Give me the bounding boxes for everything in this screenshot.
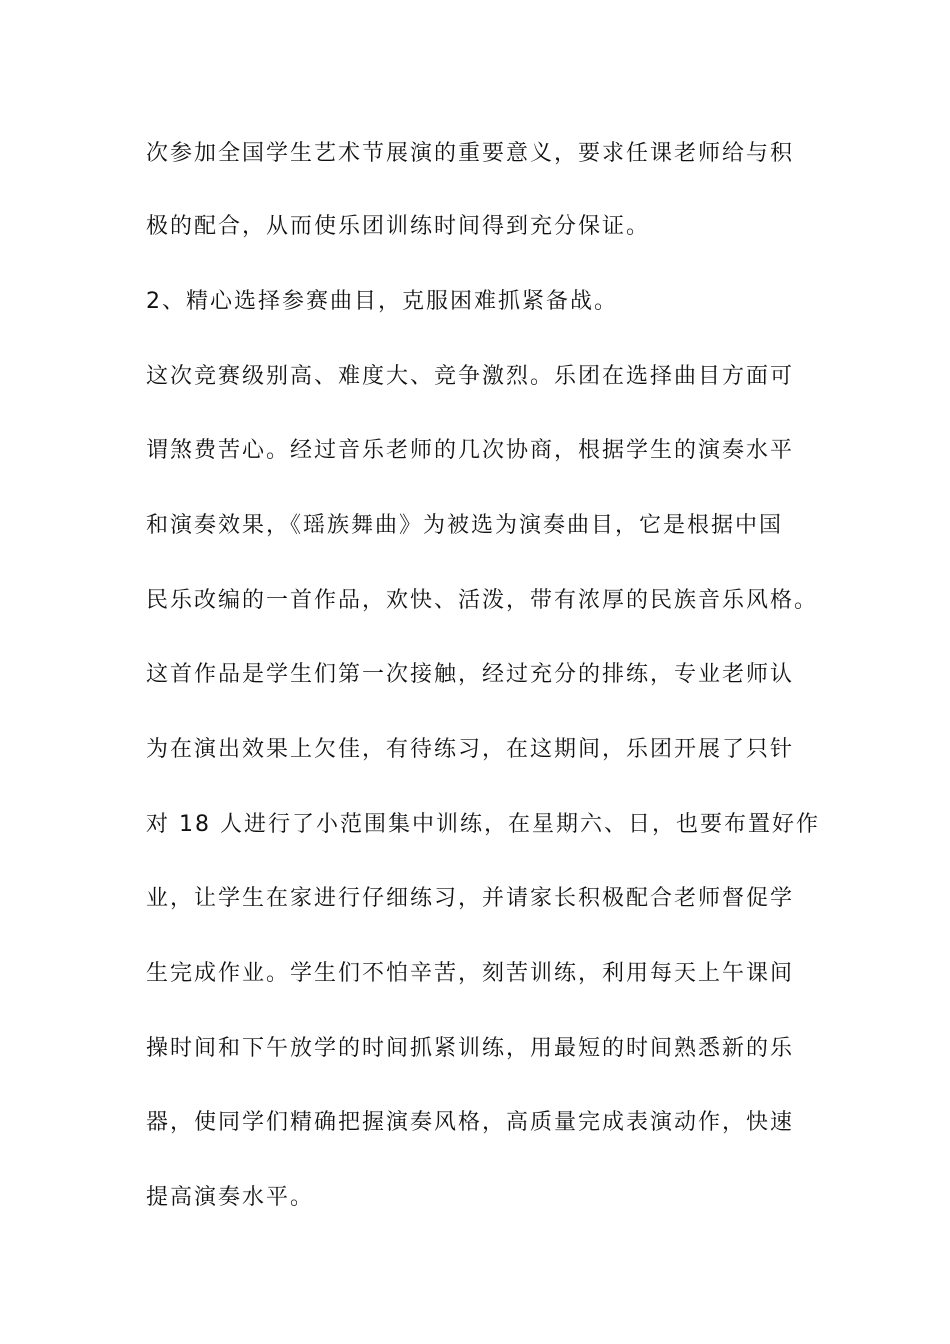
paragraph-line: 民乐改编的一首作品，欢快、活泼，带有浓厚的民族音乐风格。: [146, 588, 819, 613]
paragraph-line: 为在演出效果上欠佳，有待练习，在这期间，乐团开展了只针: [146, 737, 795, 762]
paragraph-line: 对 18 人进行了小范围集中训练，在星期六、日，也要布置好作: [146, 812, 820, 837]
paragraph-line: 操时间和下午放学的时间抓紧训练，用最短的时间熟悉新的乐: [146, 1036, 795, 1061]
paragraph-line: 谓煞费苦心。经过音乐老师的几次协商，根据学生的演奏水平: [146, 438, 795, 463]
paragraph-line: 这首作品是学生们第一次接触，经过充分的排练，专业老师认: [146, 662, 795, 687]
paragraph-line: 极的配合，从而使乐团训练时间得到充分保证。: [146, 214, 651, 239]
paragraph-line: 器，使同学们精确把握演奏风格，高质量完成表演动作，快速: [146, 1110, 795, 1135]
paragraph-line: 这次竞赛级别高、难度大、竞争激烈。乐团在选择曲目方面可: [146, 364, 795, 389]
paragraph-line: 生完成作业。学生们不怕辛苦，刻苦训练，利用每天上午课间: [146, 961, 795, 986]
paragraph-line: 提高演奏水平。: [146, 1185, 315, 1210]
section-heading: 2、精心选择参赛曲目，克服困难抓紧备战。: [146, 289, 618, 314]
paragraph-line: 业，让学生在家进行仔细练习，并请家长积极配合老师督促学: [146, 886, 795, 911]
paragraph-line: 和演奏效果，《瑶族舞曲》为被选为演奏曲目，它是根据中国: [146, 513, 784, 538]
paragraph-line: 次参加全国学生艺术节展演的重要意义，要求任课老师给与积: [146, 141, 795, 166]
